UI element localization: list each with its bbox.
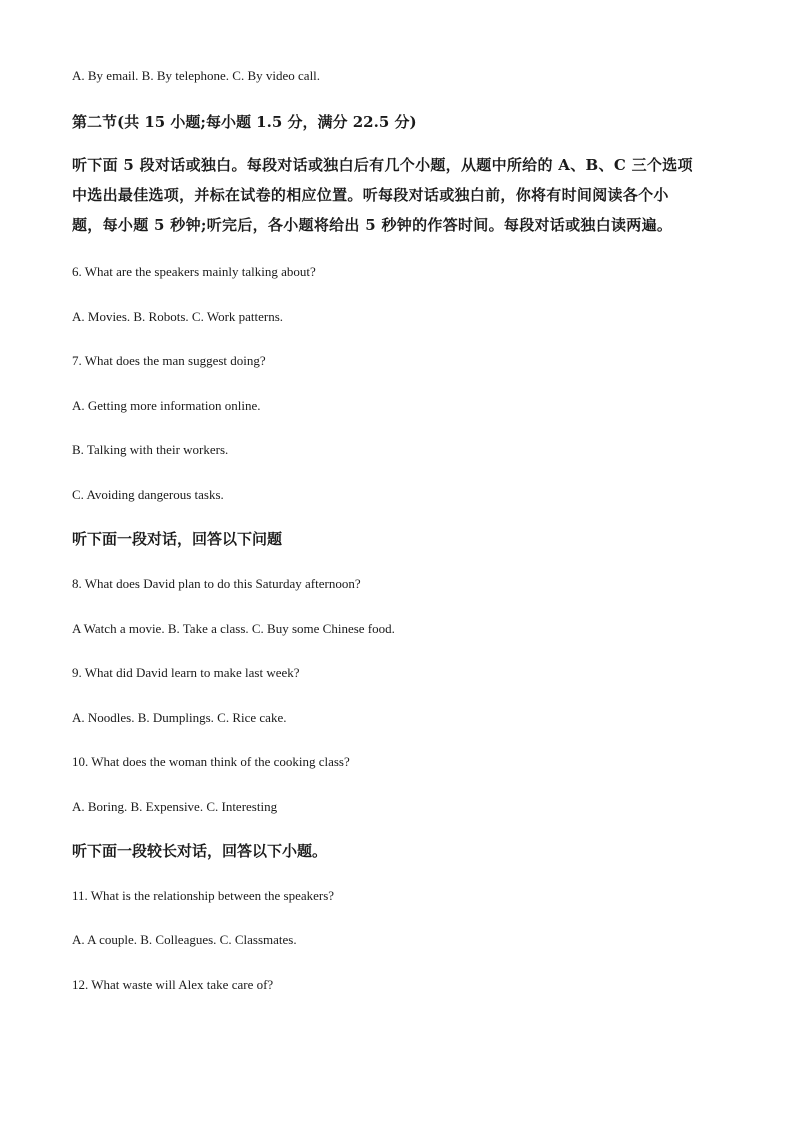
subheader-dialogue: 听下面一段对话，回答以下问题: [72, 530, 283, 548]
q6-question: 6. What are the speakers mainly talking about?: [72, 264, 316, 279]
instructions-line-1: 听下面 5 段对话或独白。每段对话或独白后有几个小题，从题中所给的 A、B、C 三个选项: [72, 156, 693, 174]
q5-options: A. By email. B. By telephone. C. By video call.: [72, 68, 321, 83]
q8-question: 8. What does David plan to do this Saturday afternoon?: [72, 576, 361, 591]
q11-options: A. A couple. B. Colleagues. C. Classmates.: [72, 932, 297, 947]
q7-option-b: B. Talking with their workers.: [72, 442, 229, 457]
section2-instructions: [72, 150, 722, 240]
q10-options: A. Boring. B. Expensive. C. Interesting: [72, 799, 278, 814]
section2-header: 第二节(共 15 小题;每小题 1.5 分，满分 22.5 分): [72, 113, 417, 131]
q7-option-c: C. Avoiding dangerous tasks.: [72, 487, 224, 502]
q7-question: 7. What does the man suggest doing?: [72, 353, 266, 368]
instructions-line-3: 题，每小题 5 秒钟;听完后，各小题将给出 5 秒钟的作答时间。每段对话或独白读两遍。: [72, 216, 673, 234]
q11-question: 11. What is the relationship between the speakers?: [72, 888, 335, 903]
subheader-long-dialogue: 听下面一段较长对话，回答以下小题。: [72, 842, 328, 860]
q12-question: 12. What waste will Alex take care of?: [72, 977, 274, 992]
q10-question: 10. What does the woman think of the cooking class?: [72, 754, 350, 769]
q9-options: A. Noodles. B. Dumplings. C. Rice cake.: [72, 710, 287, 725]
q6-options: A. Movies. B. Robots. C. Work patterns.: [72, 309, 284, 324]
q7-option-a: A. Getting more information online.: [72, 398, 261, 413]
q9-question: 9. What did David learn to make last week?: [72, 665, 300, 680]
instructions-line-2: 中选出最佳选项，并标在试卷的相应位置。听每段对话或独白前，你将有时间阅读各个小: [72, 186, 669, 204]
q8-options: A Watch a movie. B. Take a class. C. Buy some Chinese food.: [72, 621, 395, 636]
